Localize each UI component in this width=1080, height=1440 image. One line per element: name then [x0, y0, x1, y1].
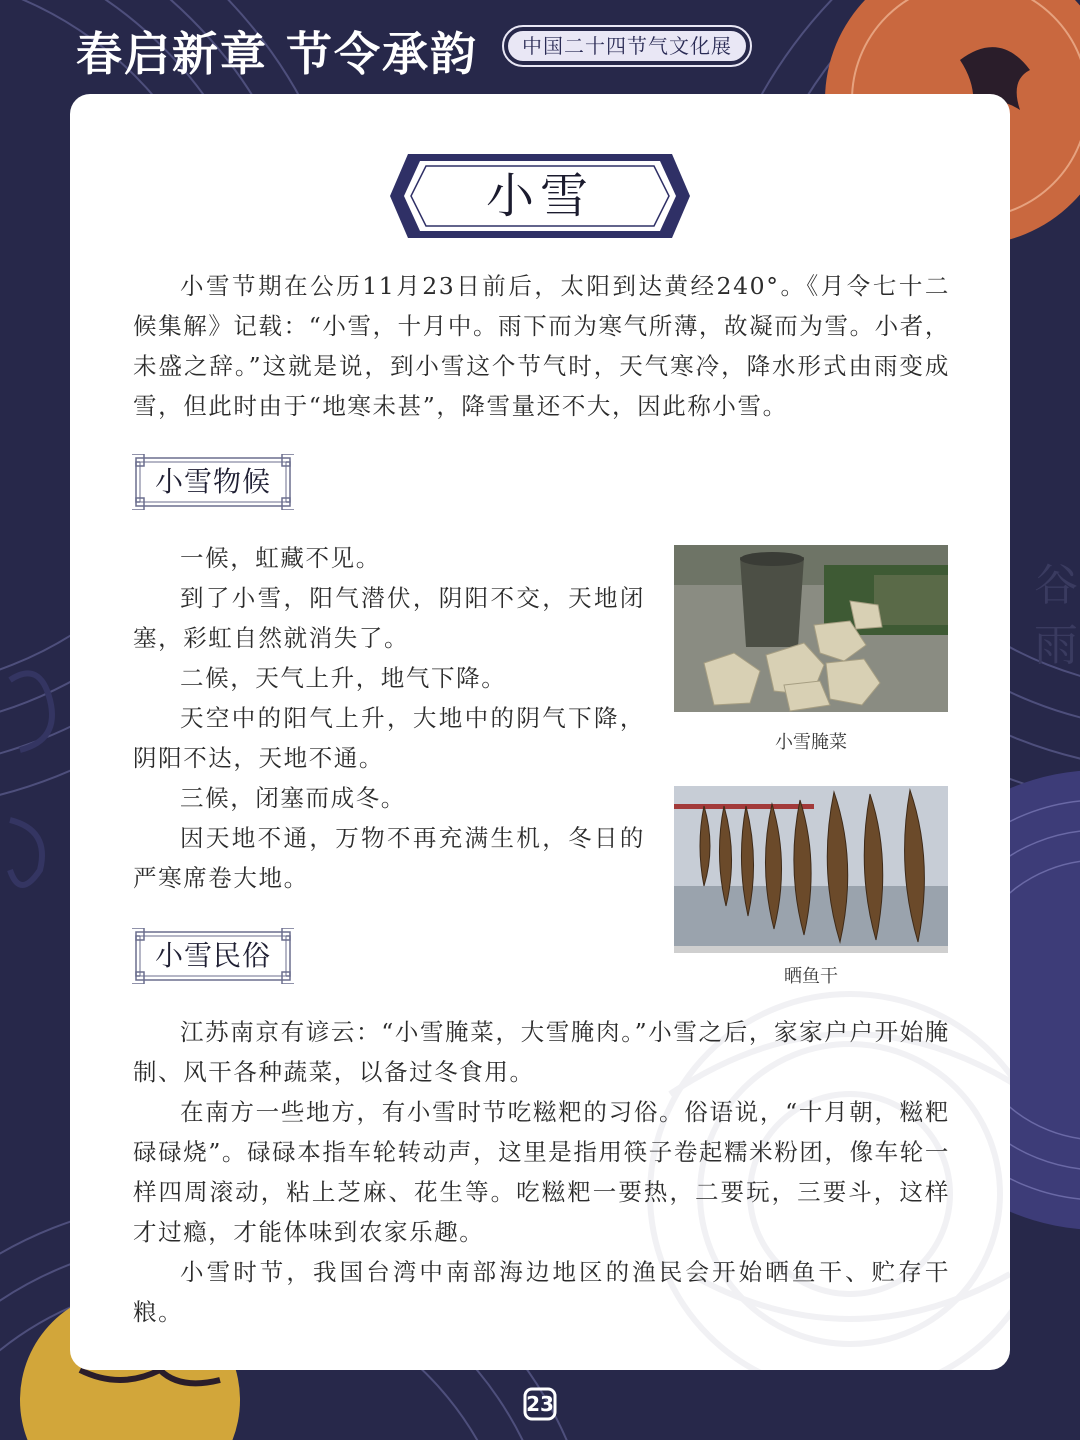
article-title: 小雪 [485, 168, 594, 224]
section-heading-phenology-label: 小雪物候 [154, 465, 271, 498]
exhibition-badge-label: 中国二十四节气文化展 [507, 30, 747, 62]
customs-paragraph: 在南方一些地方，有小雪时节吃糍粑的习俗。俗语说，“十月朝，糍粑碌碌烧”。碌碌本指车轮转动声，这里是指用筷子卷起糯米粉团，像车轮一样四周滚动，粘上芝麻、花生等。吃糍粑一要热，二要玩，三要斗，这样才过瘾，才能体味到农家乐趣。 [133, 1098, 950, 1246]
phenology-paragraph: 因天地不通，万物不再充满生机，冬日的严寒席卷大地。 [133, 824, 645, 892]
phenology-paragraph: 一候，虹藏不见。 [180, 544, 381, 572]
svg-text:谷: 谷 [1034, 560, 1078, 611]
phenology-paragraph: 天空中的阳气上升，大地中的阴气下降，阴阳不达，天地不通。 [133, 704, 645, 772]
svg-text:雨: 雨 [1034, 620, 1078, 671]
section-heading-customs-label: 小雪民俗 [154, 939, 271, 972]
section-heading-phenology [132, 454, 294, 510]
phenology-paragraph: 三候，闭塞而成冬。 [180, 784, 406, 812]
section-heading-customs [132, 928, 294, 984]
customs-paragraph: 小雪时节，我国台湾中南部海边地区的渔民会开始晒鱼干、贮存干粮。 [133, 1258, 950, 1326]
page-number: 23 [526, 1392, 554, 1416]
phenology-text [133, 538, 645, 898]
exhibition-badge [502, 25, 752, 67]
intro-text: 小雪节期在公历11月23日前后，太阳到达黄经240°。《月令七十二候集解》记载：“小雪，十月中。雨下而为寒气所薄，故凝而为雪。小者，未盛之辞。”这就是说，到小雪这个节气时，天气寒冷，降水形式由雨变成雪，但此时由于“地寒未甚”，降雪量还不大，因此称小雪。 [133, 272, 950, 420]
pickled-vegetable-photo [674, 545, 948, 712]
content-card [70, 94, 1010, 1370]
photo-caption: 小雪腌菜 [775, 732, 847, 753]
page-header-title: 春启新章 节令承韵 [76, 27, 479, 81]
photo-caption: 晒鱼干 [784, 966, 838, 987]
customs-paragraph: 江苏南京有谚云：“小雪腌菜，大雪腌肉。”小雪之后，家家户户开始腌制、风干各种蔬菜，以备过冬食用。 [133, 1018, 950, 1086]
phenology-paragraph: 到了小雪，阳气潜伏，阴阳不交，天地闭塞，彩虹自然就消失了。 [133, 584, 645, 652]
phenology-paragraph: 二候，天气上升，地气下降。 [180, 664, 507, 692]
intro-paragraph [133, 266, 950, 426]
customs-text [133, 1012, 950, 1332]
dried-fish-photo [674, 786, 948, 953]
